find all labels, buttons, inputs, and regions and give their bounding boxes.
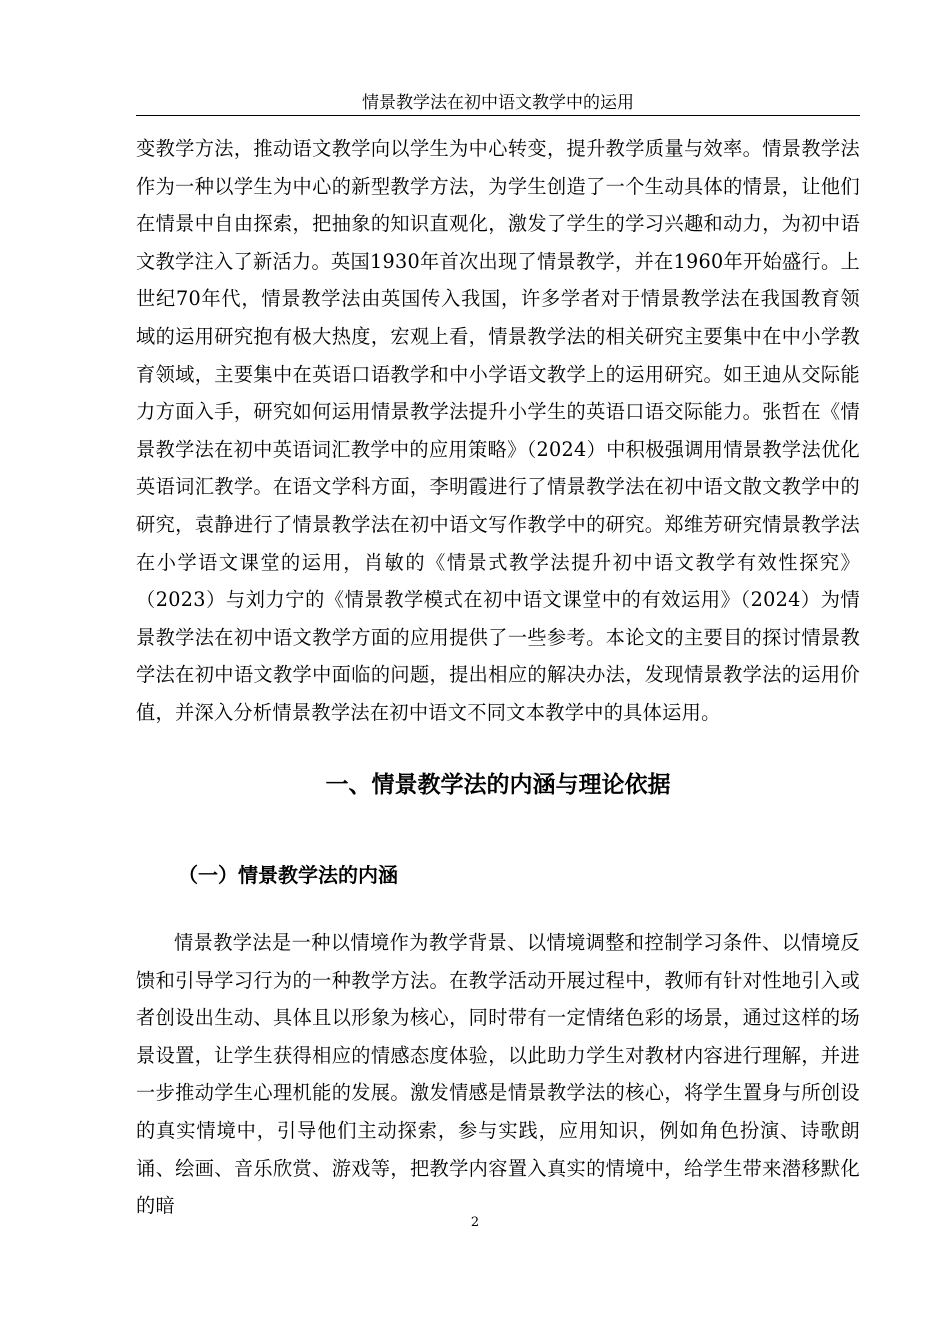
page-number: 2 — [470, 1215, 480, 1230]
body-paragraph-definition: 情景教学法是一种以情境作为教学背景、以情境调整和控制学习条件、以情境反馈和引导学习行为的一种教学方法。在教学活动开展过程中，教师有针对性地引入或者创设出生动、具体且以形象为核心，同时带有一定情绪色彩的场景，通过这样的场景设置，让学生获得相应的情感态度体验，以此助力学生对教材内容进行理解，并进一步推动学生心理机能的发展。激发情感是情景教学法的核心，将学生置身与所创设的真实情境中，引导他们主动探索，参与实践，应用知识，例如角色扮演、诗歌朗诵、绘画、音乐欣赏、游戏等，把教学内容置入真实的情境中，给学生带来潜移默化的暗 — [136, 931, 860, 1218]
body-paragraph-intro: 变教学方法，推动语文教学向以学生为中心转变，提升教学质量与效率。情景教学法作为一种以学生为中心的新型教学方法，为学生创造了一个生动具体的情景，让他们在情景中自由探索，把抽象的知识直观化，激发了学生的学习兴趣和动力，为初中语文教学注入了新活力。英国1930年首次出现了情景教学，并在1960年开始盛行。上世纪70年代，情景教学法由英国传入我国，许多学者对于情景教学法在我国教育领域的运用研究抱有极大热度，宏观上看，情景教学法的相关研究主要集中在中小学教育领域，主要集中在英语口语教学和中小学语文教学上的运用研究。如王迪从交际能力方面入手，研究如何运用情景教学法提升小学生的英语口语交际能力。张哲在《情景教学法在初中英语词汇教学中的应用策略》（2024）中积极强调用情景教学法优化英语词汇教学。在语文学科方面，李明霞进行了情景教学法在初中语文散文教学中的研究，袁静进行了情景教学法在初中语文写作教学中的研究。郑维芳研究情景教学法在小学语文课堂的运用，肖敏的《情景式教学法提升初中语文教学有效性探究》（2023）与刘力宁的《情景教学模式在初中语文课堂中的有效运用》（2024）为情景教学法在初中语文教学方面的应用提供了一些参考。本论文的主要目的探讨情景教学法在初中语文教学中面临的问题，提出相应的解决办法，发现情景教学法的运用价值，并深入分析情景教学法在初中语文不同文本教学中的具体运用。 — [136, 137, 860, 724]
section-heading: 一、情景教学法的内涵与理论依据 — [325, 772, 671, 798]
running-header: 情景教学法在初中语文教学中的运用 — [362, 93, 634, 113]
subsection-heading: （一）情景教学法的内涵 — [178, 863, 398, 887]
header-divider — [136, 115, 860, 116]
